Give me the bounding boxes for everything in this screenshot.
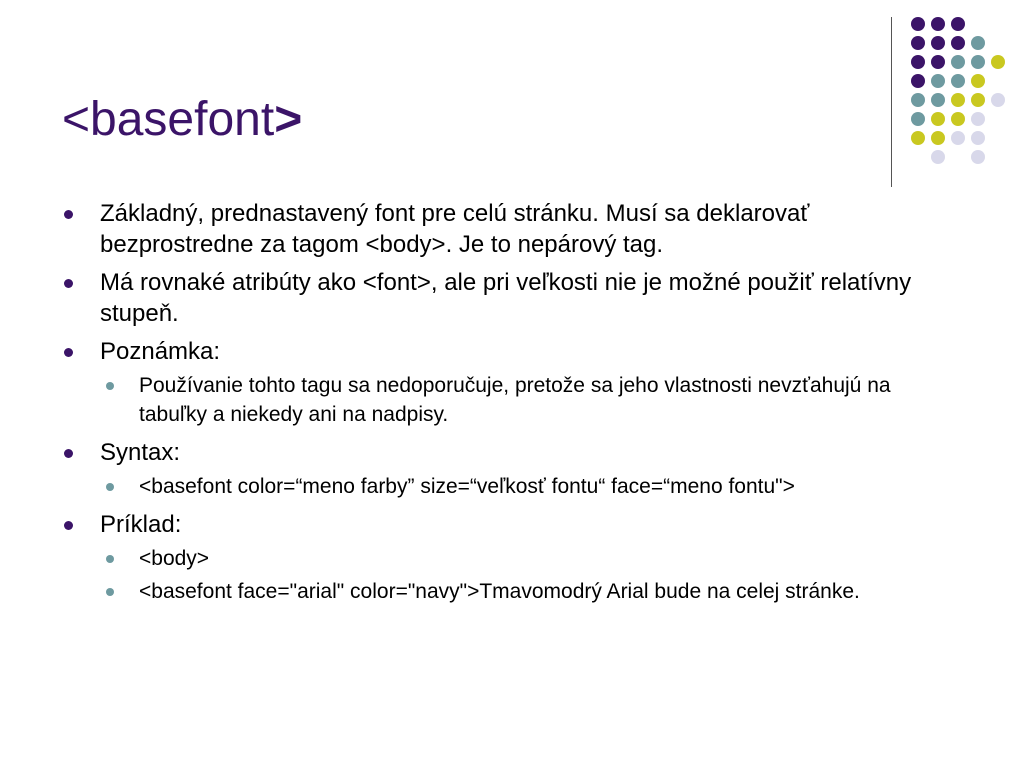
bullet-text: Základný, prednastavený font pre celú stránku. Musí sa deklarovať bezprostredne za tagom <body>. Je to nepárový tag. [100,200,810,258]
bullet-list [62,198,962,614]
decorative-dot [931,74,945,88]
decorative-dot [991,93,1005,107]
slide-title-closing-bracket: > [274,93,303,146]
decorative-dot [951,93,965,107]
decorative-dot [951,74,965,88]
slide-title-text: <basefont [62,93,275,146]
sub-bullet-item [62,577,962,606]
bullet-text: Poznámka: [100,338,221,365]
decorative-dot [971,93,985,107]
decorative-dot [971,112,985,126]
decorative-dot [971,55,985,69]
bullet-item [62,437,962,468]
bullet-dot-icon [64,449,73,458]
bullet-item [62,509,962,540]
sub-bullet-text: <basefont color=“meno farby” size=“veľkosť fontu“ face=“meno fontu"> [139,475,795,498]
bullet-dot-icon [64,210,73,219]
decorative-dot [911,36,925,50]
decorative-dot [931,93,945,107]
decorative-dot [971,150,985,164]
bullet-dot-icon [64,521,73,530]
decorative-dot [931,36,945,50]
bullet-text: Príklad: [100,511,182,538]
slide-title [62,93,303,146]
sub-bullet-item [62,371,962,429]
sub-bullet-dot-icon [106,588,114,596]
decorative-dot [951,131,965,145]
decorative-dot [951,112,965,126]
bullet-dot-icon [64,348,73,357]
bullet-text: Syntax: [100,439,181,466]
decorative-dot [951,36,965,50]
decorative-dot [971,74,985,88]
sub-bullet-item [62,544,962,573]
decorative-dot [911,93,925,107]
decorative-dot [991,55,1005,69]
bullet-item [62,336,962,367]
sub-bullet-dot-icon [106,483,114,491]
vertical-divider [891,17,892,187]
sub-bullet-text: <basefont face="arial" color="navy">Tmavomodrý Arial bude na celej stránke. [139,580,860,603]
decorative-dot [951,55,965,69]
decorative-dot [971,36,985,50]
bullet-text: Má rovnaké atribúty ako <font>, ale pri veľkosti nie je možné použiť relatívny stupeň. [100,269,912,327]
decorative-dot [931,17,945,31]
decorative-dot [931,112,945,126]
sub-bullet-item [62,472,962,501]
bullet-item [62,267,962,329]
decorative-dot [911,55,925,69]
decorative-dot [931,55,945,69]
decorative-dot [911,17,925,31]
bullet-dot-icon [64,279,73,288]
sub-bullet-text: <body> [139,547,210,570]
sub-bullet-dot-icon [106,555,114,563]
decorative-dot [971,131,985,145]
decorative-dot [931,150,945,164]
decorative-dot [911,112,925,126]
decorative-dot [911,74,925,88]
decorative-dot [931,131,945,145]
decorative-dot [911,131,925,145]
bullet-item [62,198,962,260]
sub-bullet-text: Používanie tohto tagu sa nedoporučuje, pretože sa jeho vlastnosti nevzťahujú na tabuľky a niekedy ani na nadpisy. [139,374,891,426]
sub-bullet-dot-icon [106,382,114,390]
decorative-dot [951,17,965,31]
